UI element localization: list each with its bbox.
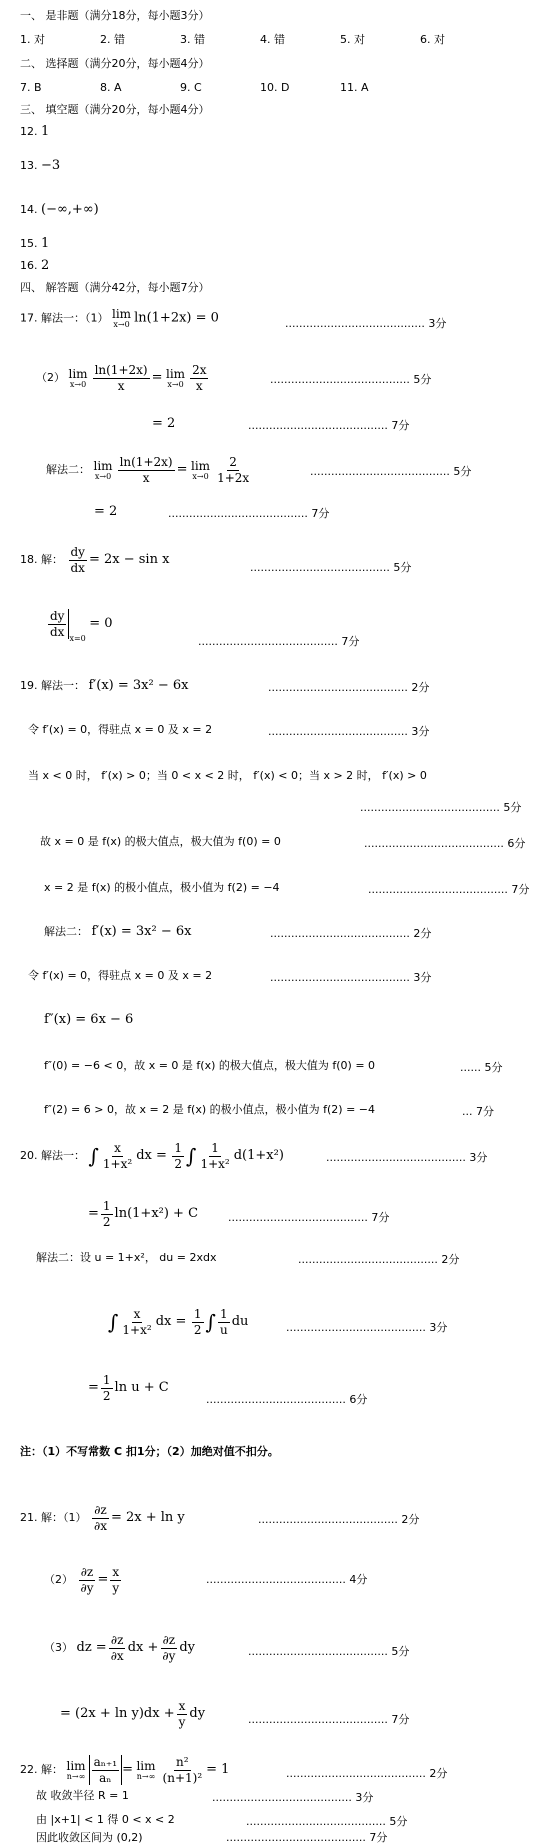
- p20-dots5: ........................................ 6分: [206, 1393, 368, 1406]
- section-1-heading: 一、 是非题（满分18分，每小题3分）: [20, 9, 210, 22]
- p19-line4: 故 x = 0 是 f(x) 的极大值点，极大值为 f(0) = 0: [40, 835, 281, 848]
- p19-dots7: ........................................ 3分: [270, 971, 432, 984]
- p20-dots2: ........................................ 7分: [228, 1211, 390, 1224]
- answer-14: 14. (−∞,+∞): [20, 202, 99, 217]
- p17-dots4: ........................................ 5分: [310, 465, 472, 478]
- p21-line2: （2） $\frac{\partial z}{\partial y}$ = $\frac{x}{y}$: [44, 1564, 120, 1595]
- p19-line9: f″(0) = −6 < 0，故 x = 0 是 f(x) 的极大值点，极大值为 f(0) = 0: [44, 1059, 376, 1072]
- p17-dots2: ........................................ 5分: [270, 373, 432, 386]
- answer-12: 12. 1: [20, 124, 50, 139]
- answer-9: 9. C: [180, 81, 202, 94]
- p19-dots5: ........................................ 7分: [368, 883, 530, 896]
- answer-10: 10. D: [260, 81, 290, 94]
- p19-line7: 令 f′(x) = 0，得驻点 x = 0 及 x = 2: [28, 969, 213, 982]
- section-2-heading: 二、 选择题（满分20分，每小题4分）: [20, 57, 210, 70]
- p19-line1: 19. 解法一： f′(x) = 3x² − 6x: [20, 678, 189, 693]
- p21-line1: 21. 解：（1） $\frac{\partial z}{\partial x}$ = 2x + ln y: [20, 1502, 185, 1533]
- p21-dots4: ........................................ 7分: [248, 1713, 410, 1726]
- p22-dots1: ........................................ 2分: [286, 1767, 448, 1780]
- p22-line3: 由 |x+1| < 1 得 0 < x < 2: [36, 1813, 175, 1826]
- p22-line4: 因此收敛区间为 (0,2): [36, 1831, 143, 1844]
- p17-dots5: ........................................ 7分: [168, 507, 330, 520]
- p22-dots3: ........................................ 5分: [246, 1815, 408, 1828]
- answer-4: 4. 错: [260, 33, 285, 46]
- answer-2: 2. 错: [100, 33, 125, 46]
- p21-dots3: ........................................ 5分: [248, 1645, 410, 1658]
- p20-line2: = $\frac{1}{2}$ ln(1+x²) + C: [88, 1198, 199, 1229]
- p18-line1: 18. 解： $\frac{dy}{dx}$ = 2x − sin x: [20, 544, 170, 575]
- p20-dots1: ........................................ 3分: [326, 1151, 488, 1164]
- p17-line1: 17. 解法一：（1） lim x→0 ln(1+2x) = 0: [20, 307, 219, 329]
- p17-line3: = 2: [152, 416, 176, 431]
- p17-line5: = 2: [94, 504, 118, 519]
- p20-line3: 解法二：设 u = 1+x²， du = 2xdx: [36, 1251, 217, 1264]
- p19-dots4: ........................................ 6分: [364, 837, 526, 850]
- p19-dots2: ........................................ 3分: [268, 725, 430, 738]
- p21-dots1: ........................................ 2分: [258, 1513, 420, 1526]
- p19-dots9: ...... 5分: [460, 1061, 503, 1074]
- answer-5: 5. 对: [340, 33, 365, 46]
- p18-dots1: ........................................ 5分: [250, 561, 412, 574]
- p20-dots3: ........................................ 2分: [298, 1253, 460, 1266]
- p21-line3: （3） dz = $\frac{\partial z}{\partial x}$ dx + $\frac{\partial z}{\partial y}$ dy: [44, 1632, 196, 1663]
- p22-dots4: ........................................ 7分: [226, 1831, 388, 1844]
- p22-line1: 22. 解： lim n→∞ $\frac{\text{aₙ₊₁}}{\text{aₙ}}$ = lim n→∞ $\frac{\text{n²}}{\text{(n+1)²}}$ = 1: [20, 1754, 230, 1785]
- p17-line2: （2） lim x→0 $\frac{\ln(1+2x)}{x}$ = lim x→0 $\frac{2x}{x}$: [36, 362, 207, 393]
- p18-dots2: ........................................ 7分: [198, 635, 360, 648]
- p20-line5: = $\frac{1}{2}$ ln u + C: [88, 1372, 169, 1403]
- p19-line2: 令 f′(x) = 0，得驻点 x = 0 及 x = 2: [28, 723, 213, 736]
- p20-line4: ∫ $\frac{x}{\text{1+x²}}$ dx = $\frac{1}{2}$ ∫ $\frac{1}{u}$ du: [108, 1306, 249, 1337]
- p22-dots2: ........................................ 3分: [212, 1791, 374, 1804]
- p19-line8: f″(x) = 6x − 6: [44, 1012, 134, 1027]
- p20-line1: 20. 解法一： ∫ $\frac{x}{\text{1+x²}}$ dx = $\frac{1}{2}$ ∫ $\frac{1}{\text{1+x²}}$ d(1+x²): [20, 1140, 284, 1171]
- answer-1: 1. 对: [20, 33, 45, 46]
- answer-13: 13. −3: [20, 158, 61, 173]
- p19-line6: 解法二： f′(x) = 3x² − 6x: [44, 924, 192, 939]
- section-4-heading: 四、 解答题（满分42分，每小题7分）: [20, 281, 210, 294]
- answer-15: 15. 1: [20, 236, 50, 251]
- section-3-heading: 三、 填空题（满分20分，每小题4分）: [20, 103, 210, 116]
- p19-line3: 当 x < 0 时， f′(x) > 0；当 0 < x < 2 时， f′(x) < 0；当 x > 2 时， f′(x) > 0: [28, 769, 427, 782]
- p20-dots4: ........................................ 3分: [286, 1321, 448, 1334]
- p17-dots1: ........................................ 3分: [285, 317, 447, 330]
- p19-dots10: ... 7分: [462, 1105, 494, 1118]
- p19-dots6: ........................................ 2分: [270, 927, 432, 940]
- p21-dots2: ........................................ 4分: [206, 1573, 368, 1586]
- answer-7: 7. B: [20, 81, 42, 94]
- answer-3: 3. 错: [180, 33, 205, 46]
- p20-note: 注：（1）不写常数 C 扣1分；（2）加绝对值不扣分。: [20, 1445, 279, 1458]
- p18-line2: $\frac{dy}{dx}$ $_{x=0}$ = 0: [50, 608, 113, 643]
- p19-dots1: ........................................ 2分: [268, 681, 430, 694]
- p22-line2: 故 收敛半径 R = 1: [36, 1789, 129, 1802]
- p17-line4: 解法二： lim x→0 $\frac{\ln(1+2x)}{x}$ = lim x→0 $\frac{2}{1+2x}$: [46, 454, 250, 485]
- answer-6: 6. 对: [420, 33, 445, 46]
- p17-dots3: ........................................ 7分: [248, 419, 410, 432]
- p19-line10: f″(2) = 6 > 0，故 x = 2 是 f(x) 的极小值点，极小值为 f(2) = −4: [44, 1103, 376, 1116]
- p21-line4: = (2x + ln y)dx + $\frac{x}{y}$ dy: [60, 1698, 206, 1729]
- p19-dots3: ........................................ 5分: [360, 801, 522, 814]
- p19-line5: x = 2 是 f(x) 的极小值点，极小值为 f(2) = −4: [44, 881, 280, 894]
- answer-8: 8. A: [100, 81, 122, 94]
- answer-11: 11. A: [340, 81, 369, 94]
- answer-16: 16. 2: [20, 258, 50, 273]
